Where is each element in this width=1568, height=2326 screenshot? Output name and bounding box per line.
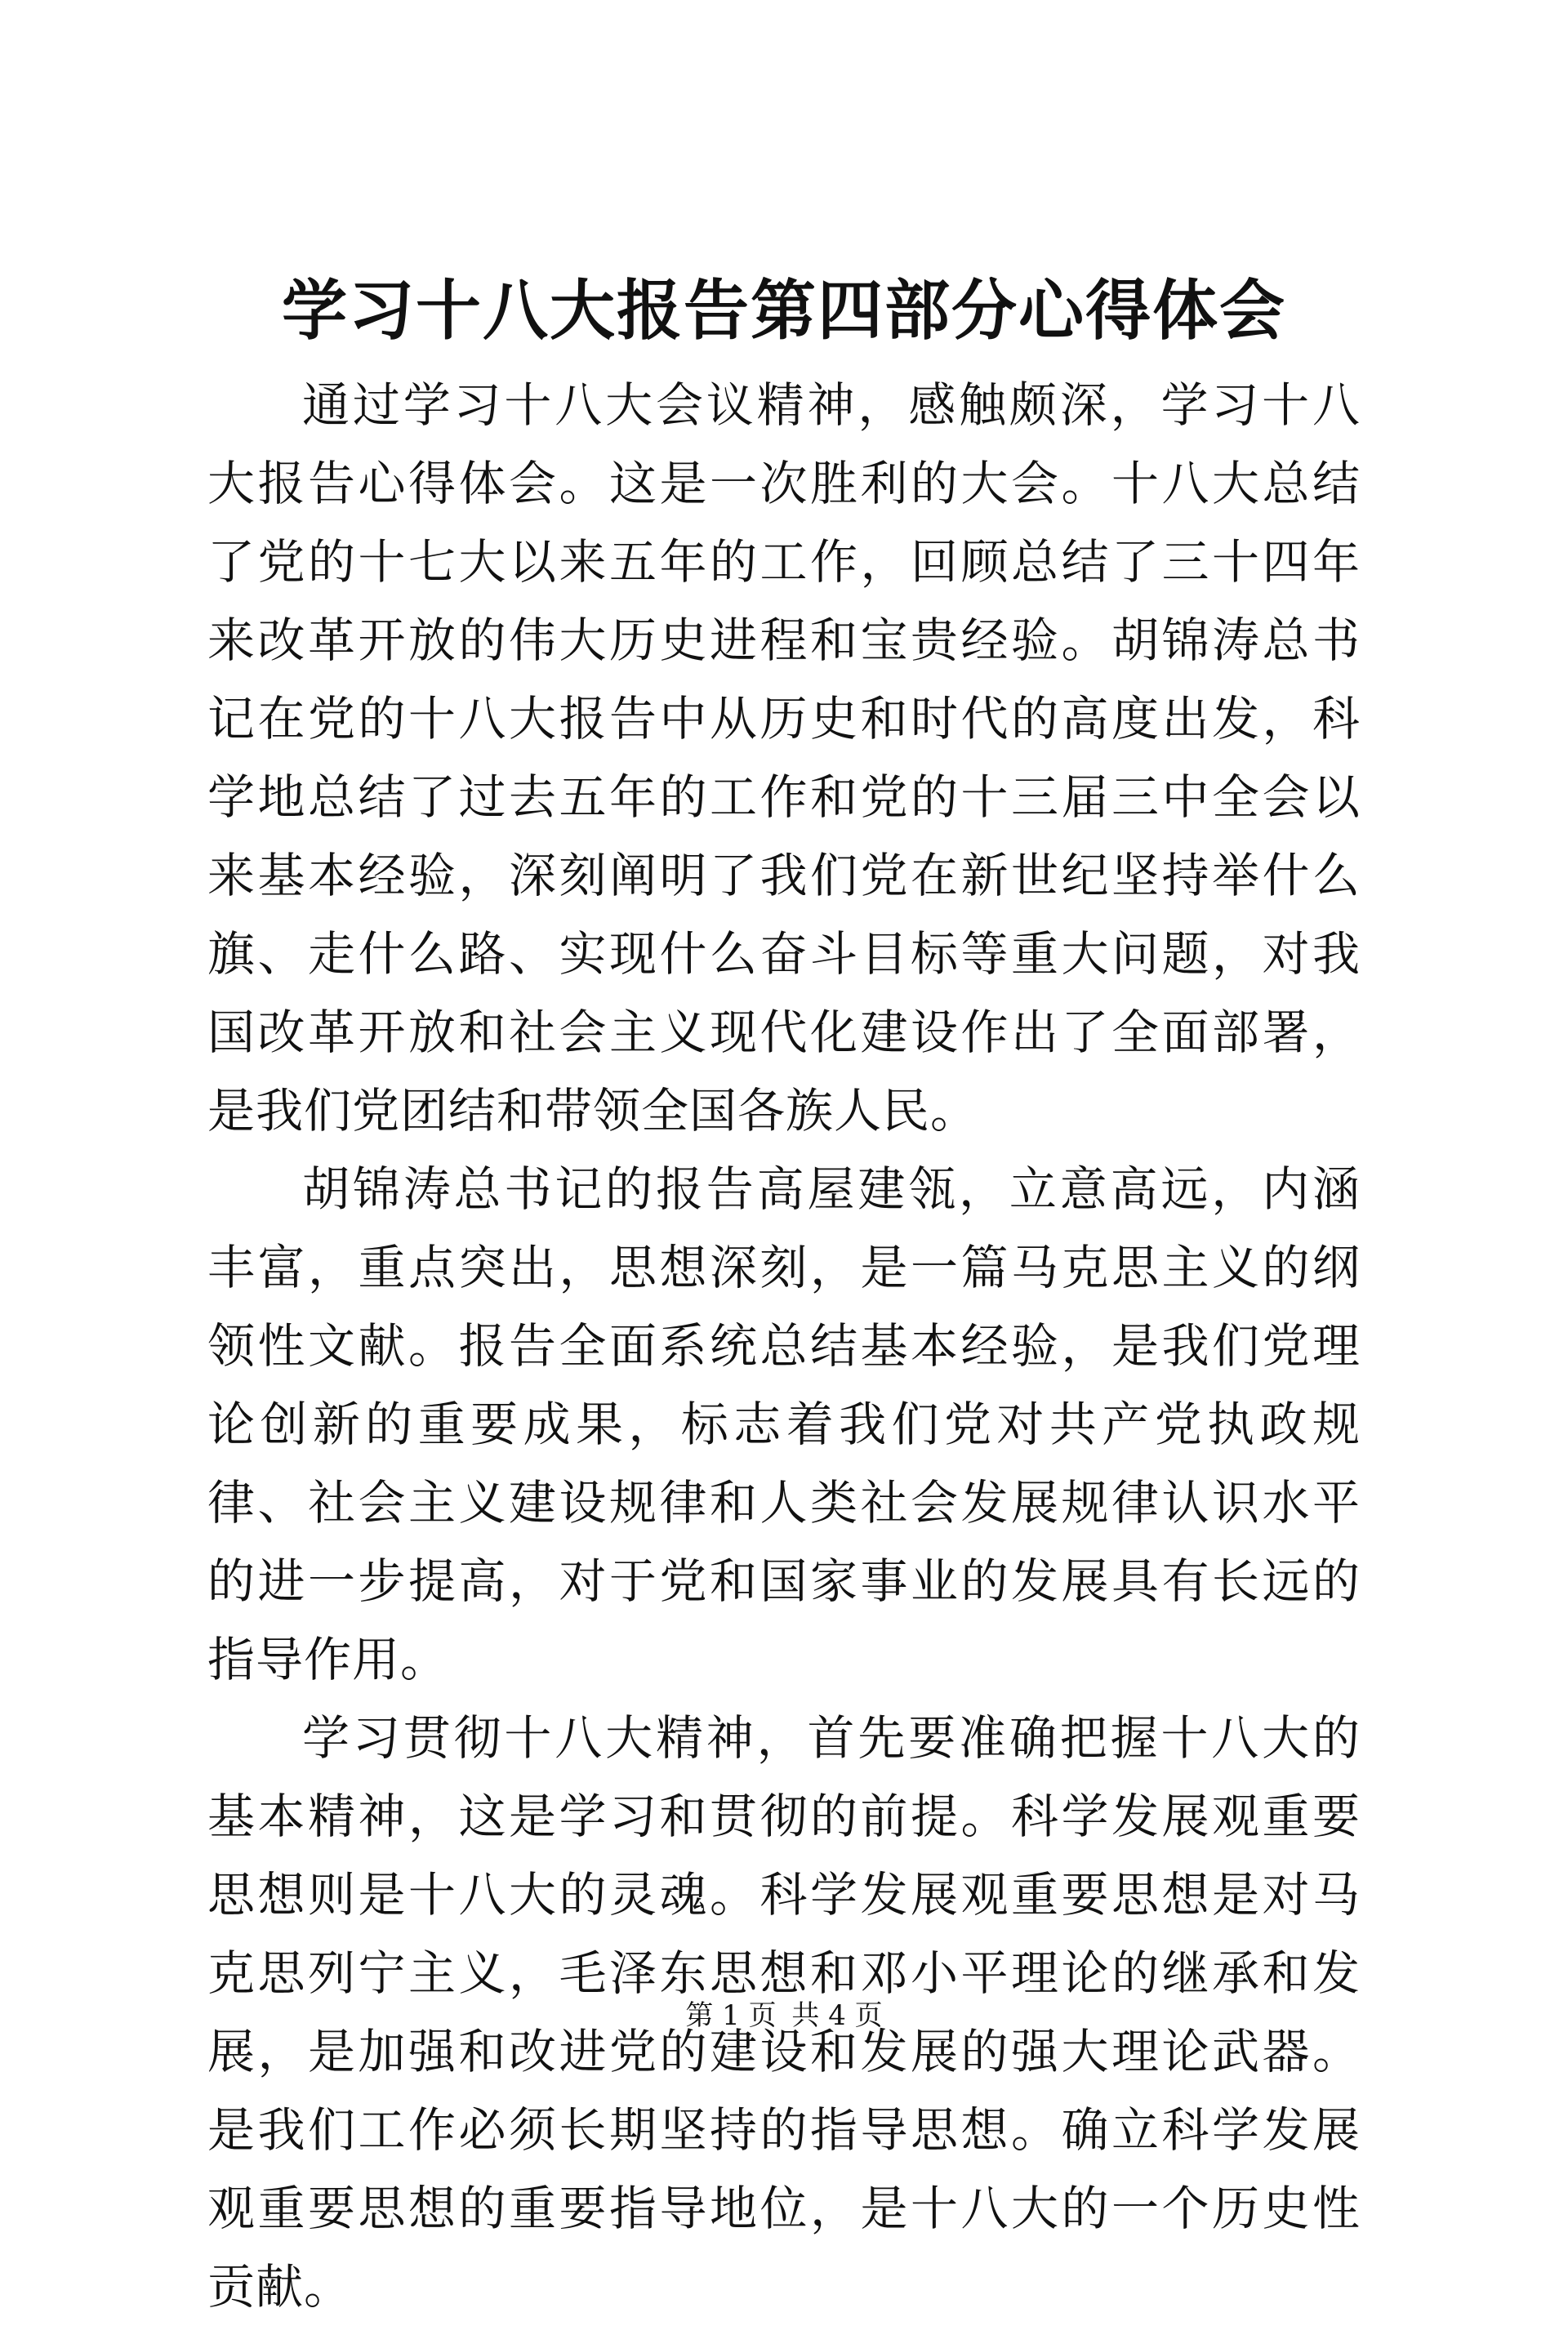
paragraph-2: 胡锦涛总书记的报告高屋建瓴，立意高远，内涵丰富，重点突出，思想深刻，是一篇马克思主义的纲领性文献。报告全面系统总结基本经验，是我们党理论创新的重要成果，标志着我们党对共产党执政规律、社会主义建设规律和人类社会发展规律认识水平的进一步提高，对于党和国家事业的发展具有长远的指导作用。 [207, 1161, 1361, 1687]
page-number: 第 1 页 [685, 1999, 777, 2032]
paragraph-1: 通过学习十八大会议精神，感触颇深，学习十八大报告心得体会。这是一次胜利的大会。十八大总结了党的十七大以来五年的工作，回顾总结了三十四年来改革开放的伟大历史进程和宝贵经验。胡锦涛总书记在党的十八大报告中从历史和时代的高度出发，科学地总结了过去五年的工作和党的十三届三中全会以来基本经验，深刻阐明了我们党在新世纪坚持举什么旗、走什么路、实现什么奋斗目标等重大问题，对我国改革开放和社会主义现代化建设作出了全面部署，是我们党团结和带领全国各族人民。 [207, 377, 1361, 1138]
page-total: 共 4 页 [791, 1999, 883, 2032]
paragraph-3: 学习贯彻十八大精神，首先要准确把握十八大的基本精神，这是学习和贯彻的前提。科学发展观重要思想则是十八大的灵魂。科学发展观重要思想是对马克思列宁主义，毛泽东思想和邓小平理论的继承和发展，是加强和改进党的建设和发展的强大理论武器。是我们工作必须长期坚持的指导思想。确立科学发展观重要思想的重要指导地位，是十八大的一个历史性贡献。 [207, 1710, 1361, 2315]
page-footer [0, 1998, 1568, 2034]
document-title: 学习十八大报告第四部分心得体会 [282, 272, 1286, 349]
